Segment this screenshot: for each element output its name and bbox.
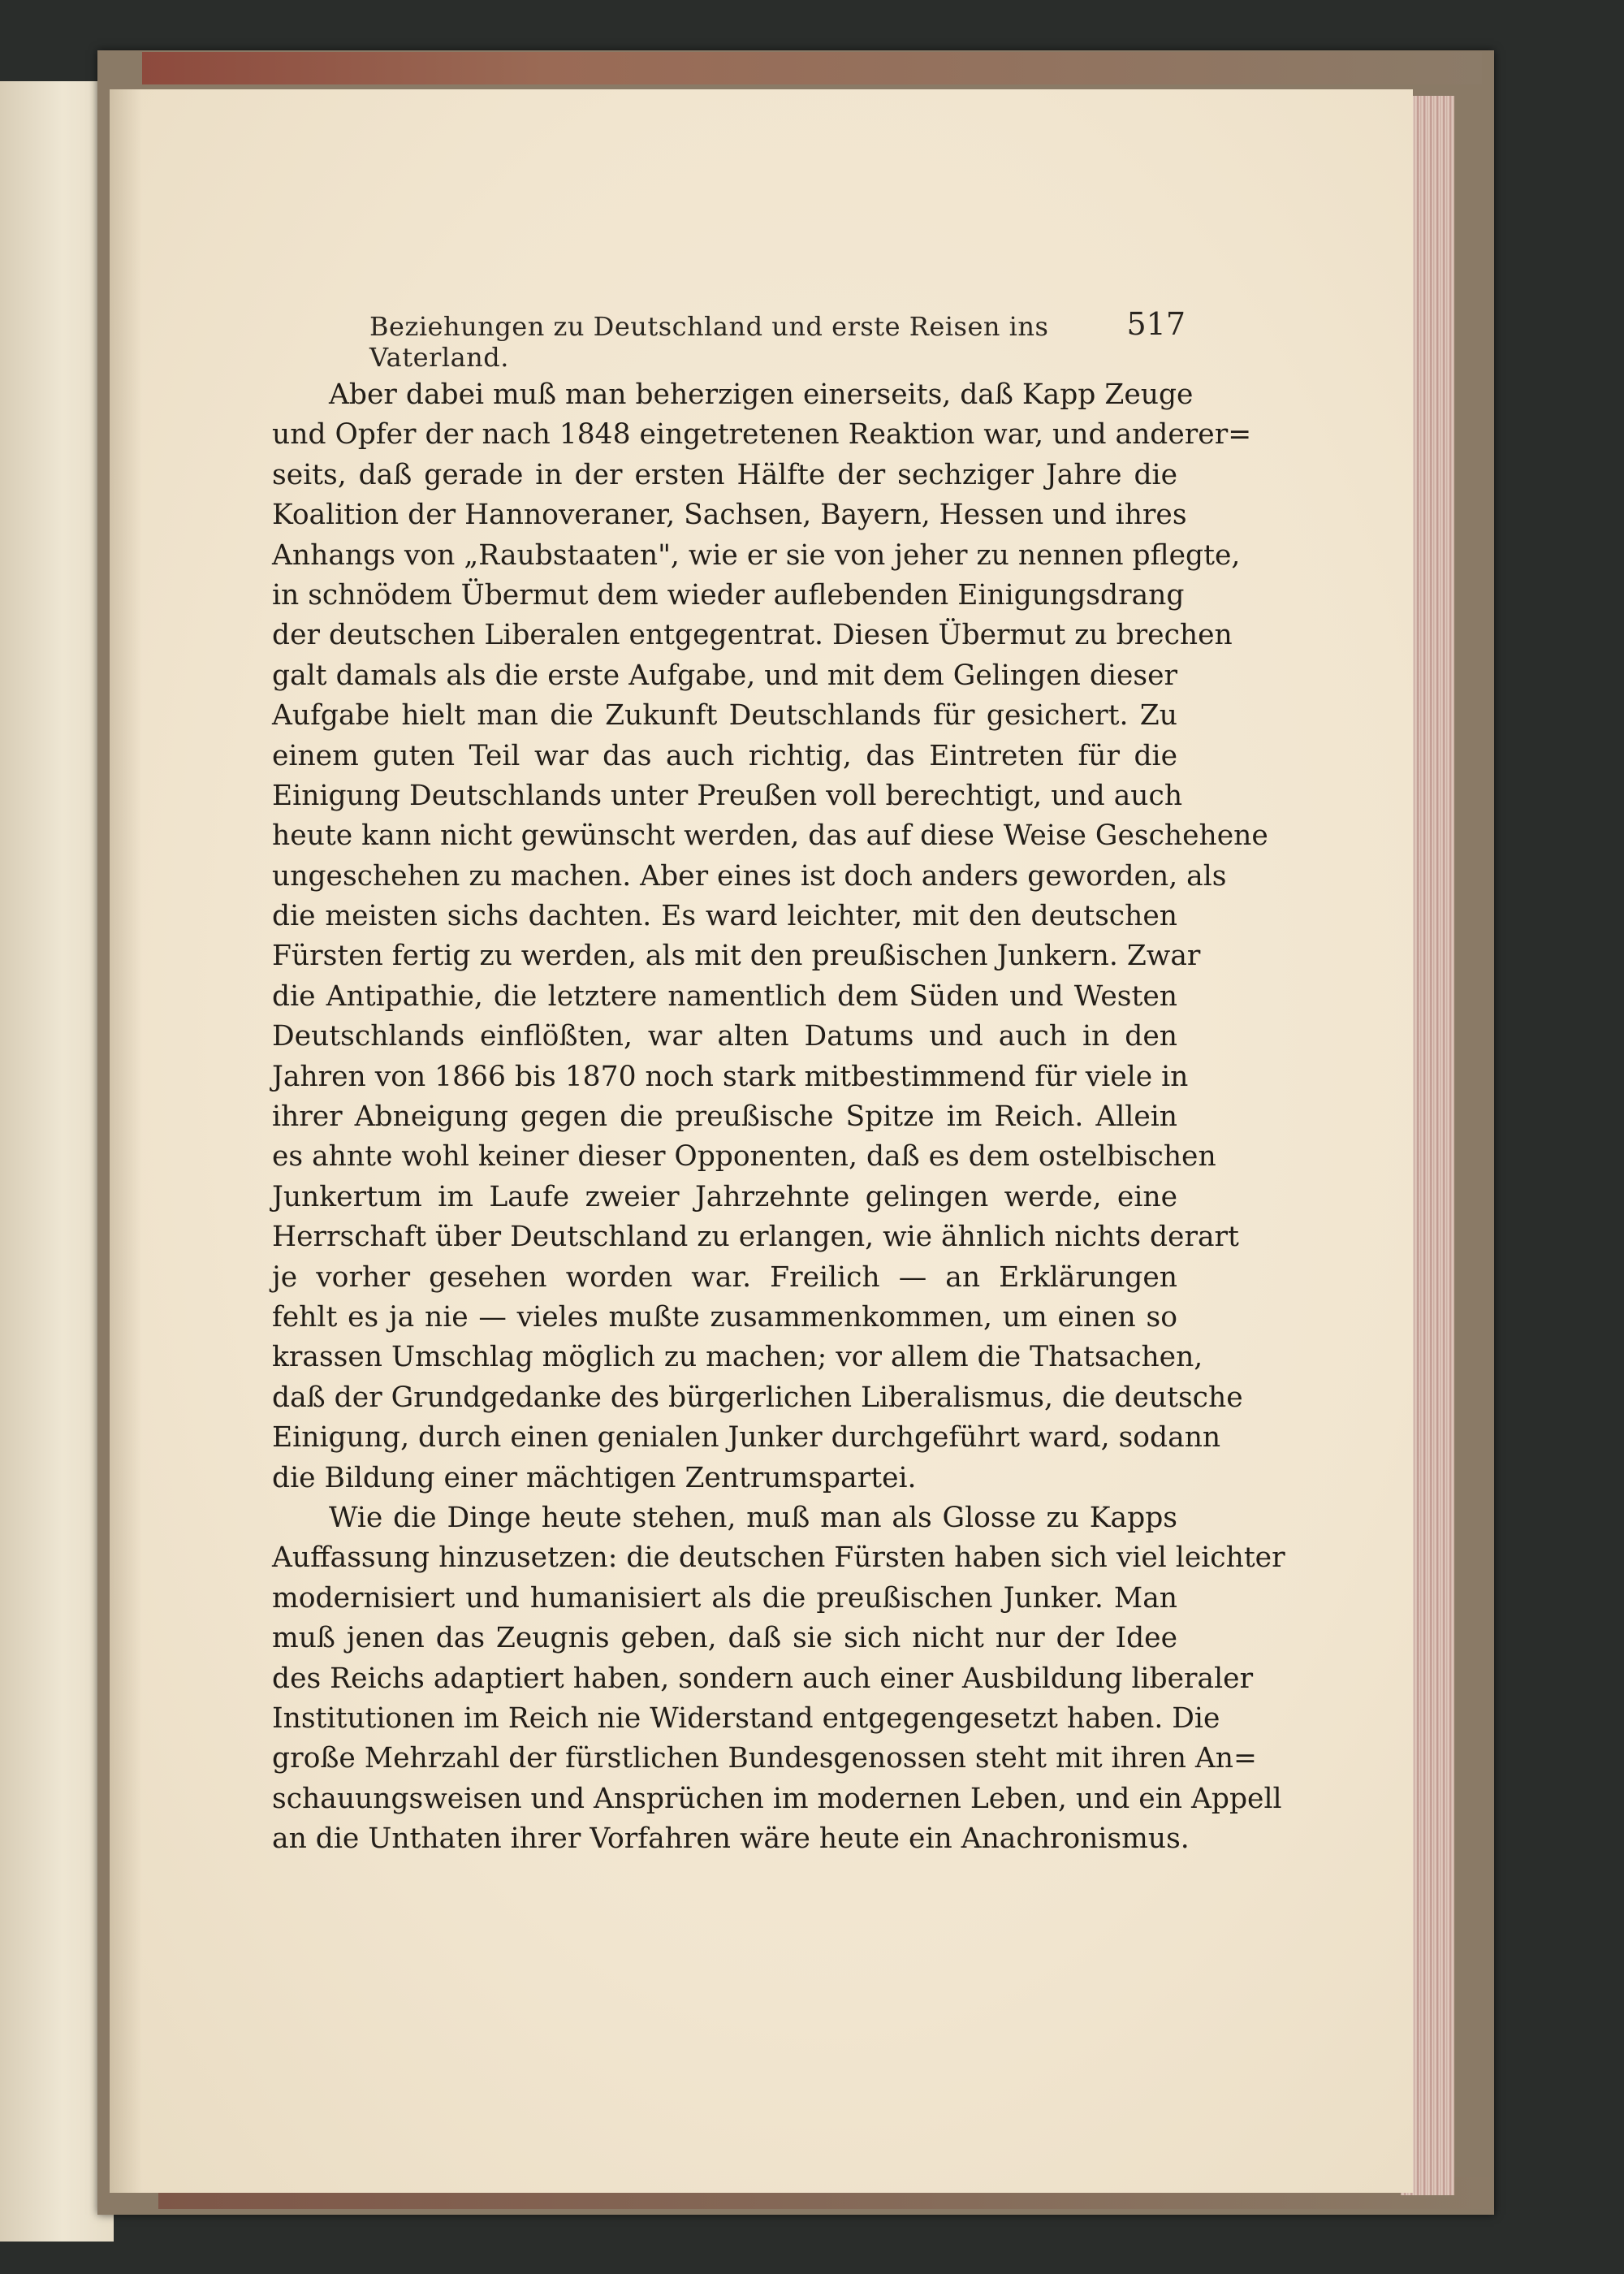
cover-top-edge xyxy=(142,52,1482,84)
text-line: Anhangs von „Raubstaaten", wie er sie von jeher zu nennen pflegte, xyxy=(272,538,1241,572)
text-line: Einigung Deutschlands unter Preußen voll berechtigt, und auch xyxy=(272,779,1183,812)
running-head xyxy=(369,305,1186,373)
text-line: Einigung, durch einen genialen Junker durchgeführt ward, sodann xyxy=(272,1421,1221,1455)
text-line: krassen Umschlag möglich zu machen; vor allem die Thatsachen, xyxy=(272,1341,1203,1374)
text-line: in schnödem Übermut dem wieder auflebenden Einigungsdrang xyxy=(272,578,1185,612)
text-line: Fürsten fertig zu werden, als mit den preußischen Junkern. Zwar xyxy=(272,940,1201,973)
text-line: fehlt es ja nie — vieles mußte zusammenkommen, um einen so xyxy=(272,1300,1177,1334)
text-line: Institutionen im Reich nie Widerstand entgegengesetzt haben. Die xyxy=(272,1701,1220,1735)
body-text xyxy=(272,375,1285,1859)
left-facing-page xyxy=(0,81,114,2242)
text-line: heute kann nicht gewünscht werden, das auf diese Weise Geschehene xyxy=(272,819,1268,853)
text-line: große Mehrzahl der fürstlichen Bundesgenossen steht mit ihren An= xyxy=(272,1742,1257,1775)
text-line: modernisiert und humanisiert als die preußischen Junker. Man xyxy=(272,1581,1177,1615)
text-line: Aber dabei muß man beherzigen einerseits, daß Kapp Zeuge xyxy=(329,378,1194,411)
text-line: der deutschen Liberalen entgegentrat. Diesen Übermut zu brechen xyxy=(272,619,1233,652)
text-line: einem guten Teil war das auch richtig, das Eintreten für die xyxy=(272,739,1177,772)
text-line: je vorher gesehen worden war. Freilich — an Erklärungen xyxy=(272,1260,1177,1294)
text-line: schauungsweisen und Ansprüchen im modernen Leben, und ein Appell xyxy=(272,1782,1282,1815)
text-line: Aufgabe hielt man die Zukunft Deutschlands für gesichert. Zu xyxy=(272,699,1177,733)
page-number: 517 xyxy=(1126,306,1186,342)
text-line: ihrer Abneigung gegen die preußische Spitze im Reich. Allein xyxy=(272,1100,1177,1134)
text-line: Jahren von 1866 bis 1870 noch stark mitbestimmend für viele in xyxy=(272,1060,1189,1093)
text-line: die Antipathie, die letztere namentlich dem Süden und Westen xyxy=(272,979,1177,1013)
text-line: ungeschehen zu machen. Aber eines ist doch anders geworden, als xyxy=(272,859,1227,893)
text-line: des Reichs adaptiert haben, sondern auch einer Ausbildung liberaler xyxy=(272,1662,1254,1695)
text-line: Herrschaft über Deutschland zu erlangen, wie ähnlich nichts derart xyxy=(272,1221,1239,1254)
text-line: Junkertum im Laufe zweier Jahrzehnte gelingen werde, eine xyxy=(272,1180,1177,1213)
text-line: seits, daß gerade in der ersten Hälfte der sechziger Jahre die xyxy=(272,458,1177,491)
text-line: die meisten sichs dachten. Es ward leichter, mit den deutschen xyxy=(272,900,1177,933)
text-line: Auffassung hinzusetzen: die deutschen Fürsten haben sich viel leichter xyxy=(272,1541,1285,1575)
text-line: es ahnte wohl keiner dieser Opponenten, daß es dem ostelbischen xyxy=(272,1140,1216,1174)
text-line: an die Unthaten ihrer Vorfahren wäre heute ein Anachronismus. xyxy=(272,1822,1190,1856)
text-line: Koalition der Hannoveraner, Sachsen, Bayern, Hessen und ihres xyxy=(272,499,1187,532)
text-line: daß der Grundgedanke des bürgerlichen Liberalismus, die deutsche xyxy=(272,1381,1243,1414)
text-line: und Opfer der nach 1848 eingetretenen Reaktion war, und anderer= xyxy=(272,418,1252,452)
text-line: Deutschlands einflößten, war alten Datums und auch in den xyxy=(272,1020,1177,1053)
text-line: muß jenen das Zeugnis geben, daß sie sich nicht nur der Idee xyxy=(272,1622,1177,1655)
text-line: galt damals als die erste Aufgabe, und mit dem Gelingen dieser xyxy=(272,659,1177,692)
text-line: die Bildung einer mächtigen Zentrumspartei. xyxy=(272,1461,917,1494)
gutter-shadow xyxy=(110,89,142,2193)
running-head-title: Beziehungen zu Deutschland und erste Reisen ins Vaterland. xyxy=(369,311,1049,373)
text-line: Wie die Dinge heute stehen, muß man als Glosse zu Kapps xyxy=(329,1501,1177,1534)
